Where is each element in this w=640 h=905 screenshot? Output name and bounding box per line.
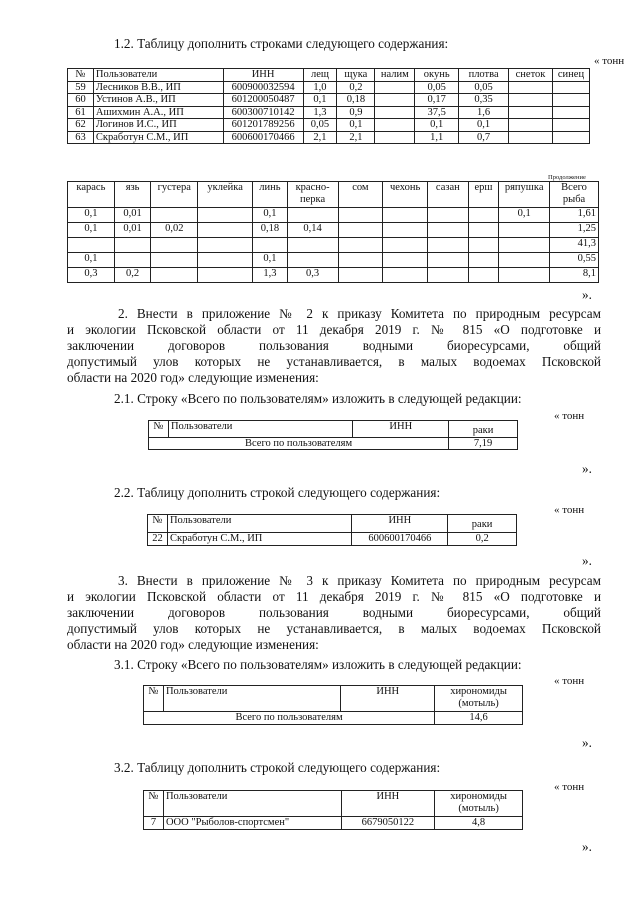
table-cell: 59 (68, 81, 94, 94)
table-cell (552, 81, 589, 94)
unit-label: « тонн (554, 675, 585, 687)
table-cell: 0,2 (337, 81, 375, 94)
table-cell (375, 106, 415, 119)
table-cell (287, 253, 338, 268)
table-cell: 0,02 (151, 223, 198, 238)
table-cell: 0,1 (499, 208, 550, 223)
table-cell: 0,1 (68, 253, 115, 268)
table-cell (383, 253, 428, 268)
column-header: язь (114, 182, 151, 208)
column-header: Пользователи (93, 69, 223, 82)
table-cell: 1,3 (303, 106, 337, 119)
table-cell: 0,17 (415, 94, 459, 107)
col-header-chironomids: хирономиды (мотыль) (435, 791, 523, 817)
table-row (68, 238, 599, 253)
table-cell (428, 253, 469, 268)
table-cell: 600600170466 (223, 131, 303, 144)
table-cell: 0,55 (550, 253, 599, 268)
table-row (68, 268, 599, 283)
table-cell (509, 119, 553, 132)
table-cell: 0,01 (114, 223, 151, 238)
table-cell: 63 (68, 131, 94, 144)
table-cell (198, 238, 253, 253)
table-cell: 0,1 (253, 253, 288, 268)
column-header: плотва (459, 69, 509, 82)
table-row (68, 94, 590, 107)
table-cell: 1,25 (550, 223, 599, 238)
table-cell: 8,1 (550, 268, 599, 283)
fish-continuation-table (67, 181, 599, 283)
column-header: ерш (468, 182, 499, 208)
column-header: сазан (428, 182, 469, 208)
crayfish-total-table (148, 420, 518, 450)
table-cell: 61 (68, 106, 94, 119)
chironomid-add-table (143, 790, 523, 830)
section-3-line-2: и экологии Псковской области от 11 декабря 2019 г. № 815 «О подготовке и (67, 589, 601, 604)
section-3-line-4: допустимый улов которых не устанавливается, в малых водоемах Псковской (67, 621, 601, 636)
table-cell: 0,18 (253, 223, 288, 238)
crayfish-add-table (147, 514, 517, 546)
table-cell: 0,3 (68, 268, 115, 283)
column-header: Всего рыба (550, 182, 599, 208)
col-header-inn: ИНН (353, 421, 449, 438)
section-2-2-heading: 2.2. Таблицу дополнить строкой следующего содержания: (114, 485, 441, 500)
column-header: чехонь (383, 182, 428, 208)
table-cell (151, 253, 198, 268)
table-cell: Логинов И.С., ИП (93, 119, 223, 132)
table-cell (552, 119, 589, 132)
table-cell (114, 253, 151, 268)
table-cell: 60 (68, 94, 94, 107)
section-2-line-5: области на 2020 год» следующие изменения: (67, 370, 319, 385)
table-cell (428, 208, 469, 223)
table-cell: 601201789256 (223, 119, 303, 132)
table-cell (375, 131, 415, 144)
table-cell (552, 131, 589, 144)
column-header: карась (68, 182, 115, 208)
table-cell (383, 238, 428, 253)
table-cell (552, 106, 589, 119)
table-cell: 0,05 (303, 119, 337, 132)
unit-label: « тонн (554, 410, 585, 422)
section-3-2-heading: 3.2. Таблицу дополнить строкой следующего содержания: (114, 760, 441, 775)
col-header-no: № (149, 421, 169, 438)
col-header-no: № (144, 686, 164, 712)
col-header-inn: ИНН (341, 686, 435, 712)
column-header: лещ (303, 69, 337, 82)
column-header: ИНН (223, 69, 303, 82)
col-header-users: Пользователи (163, 791, 341, 817)
table-cell: 0,1 (68, 223, 115, 238)
section-1-2-heading: 1.2. Таблицу дополнить строками следующего содержания: (114, 36, 449, 51)
row-crayfish: 0,2 (448, 533, 517, 546)
fish-users-table (67, 68, 590, 144)
col-header-users: Пользователи (163, 686, 340, 712)
column-header: сом (338, 182, 383, 208)
row-chironomids: 4,8 (435, 817, 523, 830)
close-quote: ». (582, 735, 592, 750)
table-cell: 601200050487 (223, 94, 303, 107)
table-cell (552, 94, 589, 107)
table-cell: Скработун С.М., ИП (93, 131, 223, 144)
column-header: густера (151, 182, 198, 208)
table-cell: 0,14 (287, 223, 338, 238)
row-inn: 6679050122 (341, 817, 435, 830)
table-row (68, 106, 590, 119)
table-cell (499, 253, 550, 268)
table-cell (428, 268, 469, 283)
table-cell: 37,5 (415, 106, 459, 119)
column-header: снеток (509, 69, 553, 82)
table-cell (509, 106, 553, 119)
table-cell (338, 268, 383, 283)
column-header: линь (253, 182, 288, 208)
total-label: Всего по пользователям (149, 437, 449, 450)
table-cell (509, 131, 553, 144)
table-cell (468, 268, 499, 283)
column-header: ряпушка (499, 182, 550, 208)
table-cell (499, 268, 550, 283)
section-2-line-4: допустимый улов которых не устанавливается, в малых водоемах Псковской (67, 354, 601, 369)
table-cell (468, 208, 499, 223)
total-value: 7,19 (449, 437, 518, 450)
table-cell (468, 223, 499, 238)
close-quote: ». (582, 461, 592, 476)
table-cell (287, 238, 338, 253)
table-cell: 1,6 (459, 106, 509, 119)
section-2-line-1: 2. Внести в приложение № 2 к приказу Комитета по природным ресурсам (118, 306, 601, 321)
row-no: 7 (144, 817, 164, 830)
col-header-inn: ИНН (352, 515, 448, 533)
column-header: налим (375, 69, 415, 82)
col-header-inn: ИНН (341, 791, 435, 817)
table-cell (468, 238, 499, 253)
table-cell: Ашихмин А.А., ИП (93, 106, 223, 119)
table-cell (509, 94, 553, 107)
unit-label: « тонн (554, 781, 585, 793)
table-row (68, 208, 599, 223)
table-cell: 0,1 (415, 119, 459, 132)
table-cell (499, 223, 550, 238)
table-cell (338, 223, 383, 238)
table-header-row (68, 69, 590, 82)
continuation-label: Продолжение (548, 174, 586, 181)
table-cell (375, 94, 415, 107)
table-cell: 1,61 (550, 208, 599, 223)
table-cell (509, 81, 553, 94)
col-header-no: № (144, 791, 164, 817)
table-cell (151, 268, 198, 283)
table-cell: 0,05 (459, 81, 509, 94)
table-cell (338, 238, 383, 253)
close-quote: ». (582, 839, 592, 854)
section-2-line-2: и экологии Псковской области от 11 декабря 2019 г. № 815 «О подготовке и (67, 322, 601, 337)
table-cell: 0,1 (303, 94, 337, 107)
column-header: окунь (415, 69, 459, 82)
section-3-line-1: 3. Внести в приложение № 3 к приказу Комитета по природным ресурсам (118, 573, 601, 588)
table-cell: 1,3 (253, 268, 288, 283)
row-inn: 600600170466 (352, 533, 448, 546)
table-row (68, 119, 590, 132)
table-cell (338, 253, 383, 268)
col-header-crayfish: раки (449, 421, 518, 438)
table-cell (151, 208, 198, 223)
table-cell: 0,01 (114, 208, 151, 223)
col-header-chironomids: хирономиды (мотыль) (435, 686, 523, 712)
unit-label: « тонн (594, 55, 625, 67)
table-cell (198, 223, 253, 238)
table-cell (114, 238, 151, 253)
total-label: Всего по пользователям (144, 712, 435, 725)
table-cell (499, 238, 550, 253)
table-cell: 0,3 (287, 268, 338, 283)
section-2-line-3: заключении договоров пользования водными биоресурсами, общий (67, 338, 601, 353)
column-header: щука (337, 69, 375, 82)
section-2-1-heading: 2.1. Строку «Всего по пользователям» изложить в следующей редакции: (114, 391, 522, 406)
table-cell (428, 238, 469, 253)
table-cell (383, 223, 428, 238)
table-cell: 0,18 (337, 94, 375, 107)
table-cell (375, 81, 415, 94)
table-row (68, 253, 599, 268)
table-header-row (68, 182, 599, 208)
table-row (68, 81, 590, 94)
table-cell: 1,1 (415, 131, 459, 144)
row-user: ООО "Рыболов-спортсмен" (163, 817, 341, 830)
table-cell: 2,1 (337, 131, 375, 144)
column-header: синец (552, 69, 589, 82)
table-cell: 0,05 (415, 81, 459, 94)
table-row (68, 223, 599, 238)
col-header-users: Пользователи (167, 515, 351, 533)
section-3-line-5: области на 2020 год» следующие изменения: (67, 637, 319, 652)
table-cell (198, 208, 253, 223)
table-cell (253, 238, 288, 253)
table-cell: 0,2 (114, 268, 151, 283)
close-quote: ». (582, 553, 592, 568)
table-cell: Устинов А.В., ИП (93, 94, 223, 107)
table-cell (375, 119, 415, 132)
table-cell (338, 208, 383, 223)
column-header: красно- перка (287, 182, 338, 208)
table-cell: 41,3 (550, 238, 599, 253)
column-header: № (68, 69, 94, 82)
table-cell: Лесников В.В., ИП (93, 81, 223, 94)
row-user: Скработун С.М., ИП (167, 533, 351, 546)
table-cell (468, 253, 499, 268)
column-header: уклейка (198, 182, 253, 208)
table-cell (198, 253, 253, 268)
table-cell: 0,1 (459, 119, 509, 132)
total-value: 14,6 (435, 712, 523, 725)
table-row (68, 131, 590, 144)
col-header-crayfish: раки (448, 515, 517, 533)
table-cell: 0,7 (459, 131, 509, 144)
section-3-line-3: заключении договоров пользования водными биоресурсами, общий (67, 605, 601, 620)
table-cell (198, 268, 253, 283)
close-quote: ». (582, 287, 592, 302)
table-cell: 0,1 (68, 208, 115, 223)
table-cell (383, 208, 428, 223)
table-cell (383, 268, 428, 283)
table-cell (68, 238, 115, 253)
unit-label: « тонн (554, 504, 585, 516)
table-cell: 0,1 (337, 119, 375, 132)
table-cell: 600300710142 (223, 106, 303, 119)
table-cell: 600900032594 (223, 81, 303, 94)
table-cell: 1,0 (303, 81, 337, 94)
table-cell: 0,9 (337, 106, 375, 119)
col-header-no: № (148, 515, 168, 533)
col-header-users: Пользователи (168, 421, 352, 438)
row-no: 22 (148, 533, 168, 546)
table-cell (428, 223, 469, 238)
table-cell (287, 208, 338, 223)
table-cell: 2,1 (303, 131, 337, 144)
table-cell: 0,1 (253, 208, 288, 223)
table-cell: 0,35 (459, 94, 509, 107)
section-3-1-heading: 3.1. Строку «Всего по пользователям» изложить в следующей редакции: (114, 657, 522, 672)
chironomid-total-table (143, 685, 523, 725)
table-cell: 62 (68, 119, 94, 132)
table-cell (151, 238, 198, 253)
